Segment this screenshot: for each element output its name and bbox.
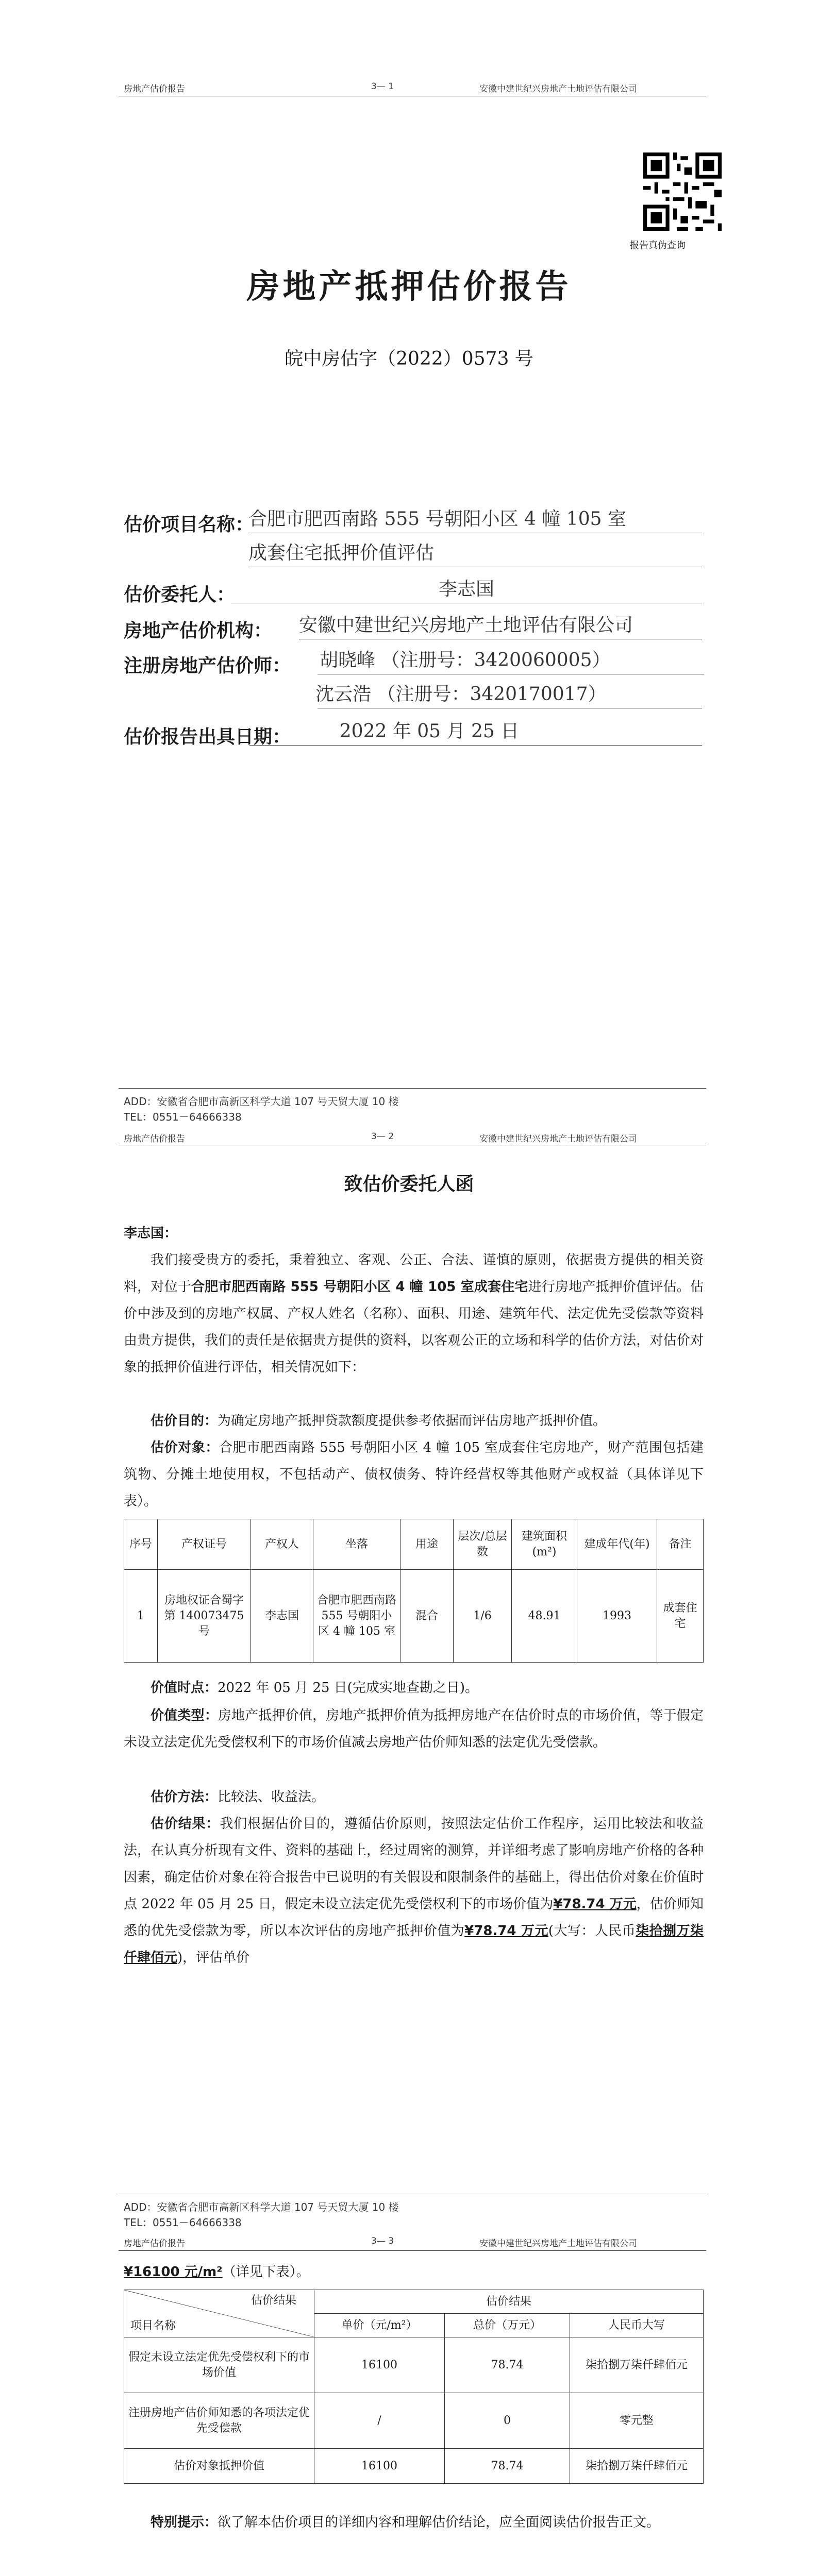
table-cell: 78.74 [445,2337,570,2393]
footer-tel: TEL：0551－64666338 [124,1111,242,1123]
running-header-right: 安徽中建世纪兴房地产土地评估有限公司 [479,84,637,94]
table-cell: 1/6 [454,1570,512,1663]
table-cell: / [314,2393,445,2449]
table-row [124,2449,704,2484]
letter-title: 致估价委托人函 [344,1174,474,1195]
table-cell: 柒拾捌万柒仟肆佰元 [570,2449,704,2484]
table-header: 人民币大写 [570,2314,704,2337]
mortgage-value: ¥78.74 万元 [464,1923,548,1939]
date-paragraph: 价值时点：2022 年 05 月 25 日(完成实地查勘之日)。 [151,1680,478,1696]
running-header-right: 安徽中建世纪兴房地产土地评估有限公司 [479,2239,637,2249]
table-header: 用途 [400,1519,454,1570]
appraiser-1: 胡晓峰 （注册号：3420060005） [318,647,704,674]
project-value-line2: 成套住宅抵押价值评估 [248,540,702,567]
running-header-left: 房地产估价报告 [124,1134,185,1144]
table-header: 层次/总层数 [454,1519,512,1570]
corner-bottom-label: 项目名称 [130,2319,176,2332]
table-cell: 1 [124,1570,158,1663]
table-cell: 零元整 [570,2393,704,2449]
unit-price-line: ¥16100 元/m²（详见下表）。 [124,2264,310,2280]
corner-cell [124,2290,314,2337]
table-cell: 78.74 [445,2449,570,2484]
qr-code-icon[interactable] [643,152,722,231]
corner-top-label: 估价结果 [251,2294,296,2307]
purpose-paragraph: 估价目的：为确定房地产抵押贷款额度提供参考依据而评估房地产抵押价值。 [151,1413,607,1429]
report-title: 房地产抵押估价报告 [246,267,572,306]
table-header: 序号 [124,1519,158,1570]
table-cell: 16100 [314,2337,445,2393]
agency-label: 房地产估价机构： [124,620,273,641]
table-cell: 注册房地产估价师知悉的各项法定优先受偿款 [124,2393,314,2449]
date-value: 2022 年 05 月 25 日 [249,718,702,745]
running-header-right: 安徽中建世纪兴房地产土地评估有限公司 [479,1134,637,1144]
table-cell: 0 [445,2393,570,2449]
intro-property-address: 合肥市肥西南路 555 号朝阳小区 4 幢 105 室成套住宅 [191,1279,528,1295]
table-header: 总价（万元） [445,2314,570,2337]
result-paragraph: 估价结果：我们根据估价目的，遵循估价原则，按照法定估价工作程序，运用比较法和收益法，在认真分析现有文件、资料的基础上，经过周密的测算，并详细考虑了影响房地产价格的各种因素，确定估价对象在符合报告中已说明的有关假设和限制条件的基础上，得出估价对象在价值时点 2022 年 05 月 25 日，假定未设立法定优先受偿权利下的市场价值为¥78.74 万元，估价师知悉的优先受偿款为零，所以本次评估的房地产抵押价值为¥78.74 万元(大写：人民币柒拾捌万柒仟肆佰元)，评估单价 [124,1816,704,1965]
result-table [124,2290,704,2484]
table-header: 坐落 [313,1519,400,1570]
property-table [124,1519,704,1663]
footer-tel: TEL：0551－64666338 [124,2216,242,2229]
footer-rule [119,1088,706,1089]
table-header: 产权人 [251,1519,313,1570]
mortgage-value-words: 柒拾捌万柒仟肆佰元 [124,1923,704,1965]
report-number: 皖中房估字（2022）0573 号 [285,348,533,369]
table-cell: 估价对象抵押价值 [124,2449,314,2484]
table-cell: 柒拾捌万柒仟肆佰元 [570,2337,704,2393]
agency-value: 安徽中建世纪兴房地产土地评估有限公司 [299,612,702,639]
table-cell: 成套住宅 [657,1570,704,1663]
page-number: 3— 1 [371,81,394,92]
running-header-left: 房地产估价报告 [124,2239,185,2249]
footer-address: ADD：安徽省合肥市高新区科学大道 107 号天贸大厦 10 楼 [124,1095,399,1108]
market-value: ¥78.74 万元 [553,1896,637,1912]
client-label: 估价委托人： [124,584,236,605]
running-header-left: 房地产估价报告 [124,84,185,94]
date-label: 估价报告出具日期： [124,726,291,748]
table-header: 产权证号 [158,1519,251,1570]
page-number: 3— 2 [371,1131,394,1142]
table-cell: 合肥市肥西南路 555 号朝阳小区 4 幢 105 室 [313,1570,400,1663]
table-header: 单价（元/m²） [314,2314,445,2337]
client-value: 李志国 [231,576,702,603]
table-cell: 16100 [314,2449,445,2484]
table-header: 建筑面积(m²) [512,1519,577,1570]
table-header-row [124,1519,704,1570]
table-header: 备注 [657,1519,704,1570]
table-row [124,2393,704,2449]
header-rule [119,2250,706,2251]
project-value-line1: 合肥市肥西南路 555 号朝阳小区 4 幢 105 室 [248,506,702,533]
special-notice: 特别提示：欲了解本估价项目的详细内容和理解估价结论，应全面阅读估价报告正文。 [151,2515,660,2530]
qr-caption: 报告真伪查询 [630,240,686,251]
table-cell: 李志国 [251,1570,313,1663]
table-cell: 混合 [400,1570,454,1663]
letter-intro: 我们接受贵方的委托，秉着独立、客观、公正、合法、谨慎的原则，依据贵方提供的相关资料，对位于合肥市肥西南路 555 号朝阳小区 4 幢 105 室成套住宅进行房地产抵押价值评估。估价中涉及到的房地产权属、产权人姓名（名称）、面积、用途、建筑年代、法定优先受偿款等资料由贵方提供，我们的责任是依据贵方提供的资料，以客观公正的立场和科学的估价方法，对估价对象的抵押价值进行评估，相关情况如下： [124,1252,704,1375]
type-paragraph: 价值类型：房地产抵押价值，房地产抵押价值为抵押房地产在估价时点的市场价值，等于假定未设立法定优先受偿权利下的市场价值减去房地产估价师知悉的法定优先受偿款。 [124,1708,704,1750]
unit-price: ¥16100 元/m² [124,2264,223,2280]
table-cell: 1993 [577,1570,657,1663]
result-group-header: 估价结果 [314,2290,704,2314]
object-paragraph: 估价对象：合肥市肥西南路 555 号朝阳小区 4 幢 105 室成套住宅房地产，财产范围包括建筑物、分摊土地使用权，不包括动产、债权债务、特许经营权等其他财产或权益（具体详见下表）。 [124,1440,704,1509]
appraiser-label: 注册房地产估价师： [124,655,291,676]
table-cell: 假定未设立法定优先受偿权利下的市场价值 [124,2337,314,2393]
letter-greeting: 李志国： [124,1226,178,1241]
appraiser-2: 沈云浩 （注册号：3420170017） [318,681,702,708]
footer-address: ADD：安徽省合肥市高新区科学大道 107 号天贸大厦 10 楼 [124,2201,399,2213]
table-cell: 房地权证合蜀字第 140073475 号 [158,1570,251,1663]
page-number: 3— 3 [371,2236,394,2246]
table-header: 建成年代(年) [577,1519,657,1570]
project-label: 估价项目名称： [124,514,254,535]
table-row [124,1570,704,1663]
table-cell: 48.91 [512,1570,577,1663]
table-row [124,2337,704,2393]
method-paragraph: 估价方法：比较法、收益法。 [151,1789,325,1805]
